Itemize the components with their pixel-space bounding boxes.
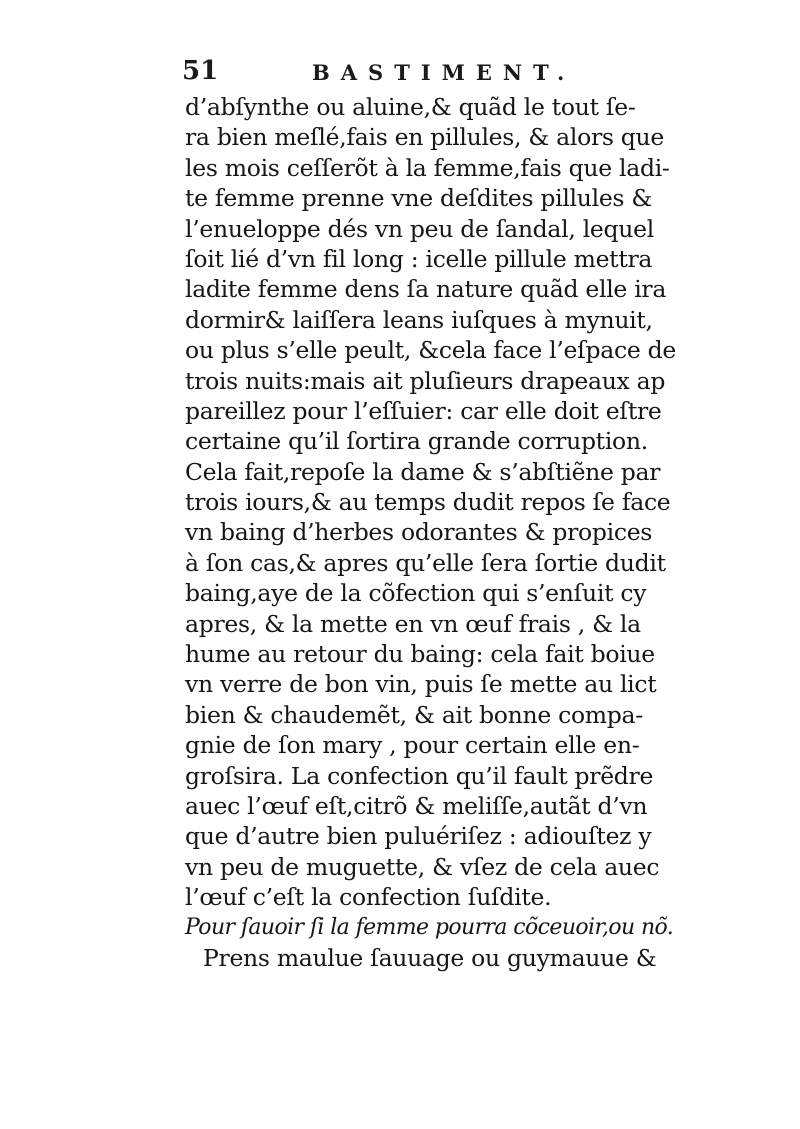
text-line: que d’autre bien puluériſez : adiouſtez y xyxy=(185,822,652,851)
page-header xyxy=(182,52,652,92)
text-line: vn verre de bon vin, puis ſe mette au lict xyxy=(185,670,657,699)
text-line: ou plus s’elle peult, &cela face l’eſpace de xyxy=(185,336,676,365)
text-line: les mois ceſſerõt à la femme,fais que ladi- xyxy=(185,153,670,182)
text-line: hume au retour du baing: cela fait boiue xyxy=(185,640,655,669)
text-line: ra bien meſlé,fais en pillules, & alors que xyxy=(185,123,664,152)
text-line: ſoit lié d’vn fil long : icelle pillule mettra xyxy=(185,244,653,273)
page-number: 51 xyxy=(182,56,219,86)
text-line: apres, & la mette en vn œuf frais , & la xyxy=(185,609,641,638)
running-head: BASTIMENT. xyxy=(312,60,576,85)
text-line: auec l’œuf eſt,citrõ & meliſſe,autãt d’vn xyxy=(185,791,648,820)
text-line: ladite femme dens ſa nature quãd elle ira xyxy=(185,275,667,304)
text-line: trois iours,& au temps dudit repos ſe face xyxy=(185,488,671,517)
text-line: d’abſynthe ou aluine,& quãd le tout ſe- xyxy=(185,93,636,121)
text-line: Cela fait,repoſe la dame & s’abſtiẽne par xyxy=(185,457,661,486)
text-line: gnie de ſon mary , pour certain elle en- xyxy=(185,731,640,760)
text-line: vn peu de muguette, & vſez de cela auec xyxy=(185,852,660,881)
text-line: certaine qu’il ſortira grande corruption. xyxy=(185,427,648,456)
body-text xyxy=(185,92,675,973)
text-line: groſsira. La confection qu’il fault prẽdre xyxy=(185,761,654,790)
text-line: dormir& laiſſera leans iuſques à mynuit, xyxy=(185,305,653,334)
text-line: trois nuits:mais ait pluſieurs drapeaux ap xyxy=(185,366,666,395)
section-heading: Pour ſauoir ſi la femme pourra cõceuoir,ou nõ. xyxy=(185,914,674,940)
text-line: vn baing d’herbes odorantes & propices xyxy=(185,518,653,547)
text-line: l’œuf c’eſt la confection ſuſdite. xyxy=(185,883,552,912)
text-line: pareillez pour l’eſſuier: car elle doit eſtre xyxy=(185,396,662,425)
text-line: l’enueloppe dés vn peu de ſandal, lequel xyxy=(185,214,654,243)
text-line: te femme prenne vne deſdites pillules & xyxy=(185,184,652,213)
text-line: bien & chaudemẽt, & ait bonne compa- xyxy=(185,700,643,729)
text-line: baing,aye de la cõfection qui s’enſuit cy xyxy=(185,579,647,608)
text-line: Prens maulue ſauuage ou guymauue & xyxy=(203,943,657,972)
text-line: à ſon cas,& apres qu’elle ſera ſortie dudit xyxy=(185,548,666,577)
